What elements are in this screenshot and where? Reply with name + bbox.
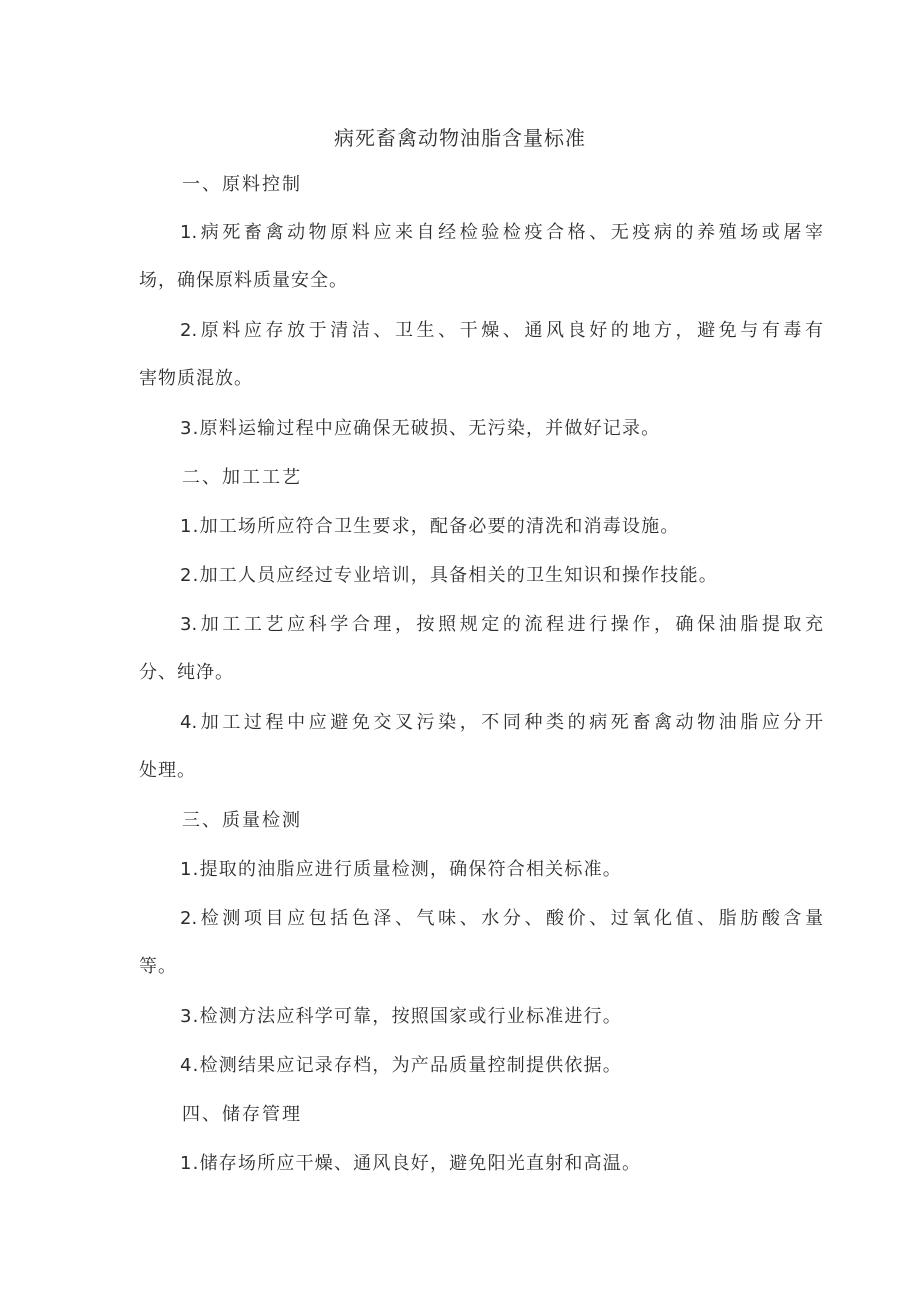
paragraph-line: 3.检测方法应科学可靠，按照国家或行业标准进行。	[180, 1006, 622, 1027]
paragraph-line: 分、纯净。	[139, 662, 234, 683]
paragraph-line: 2.检测项目应包括色泽、气味、水分、酸价、过氧化值、脂肪酸含量	[180, 908, 823, 929]
section-heading: 三、质量检测	[182, 810, 302, 831]
paragraph-line: 3.原料运输过程中应确保无破损、无污染，并做好记录。	[180, 418, 661, 439]
paragraph-line: 1.病死畜禽动物原料应来自经检验检疫合格、无疫病的养殖场或屠宰	[180, 222, 823, 243]
paragraph-line: 害物质混放。	[139, 368, 253, 389]
section-heading: 二、加工工艺	[182, 467, 302, 488]
paragraph-line: 1.加工场所应符合卫生要求，配备必要的清洗和消毒设施。	[180, 516, 680, 537]
section-heading: 一、原料控制	[182, 174, 302, 195]
paragraph-line: 3.加工工艺应科学合理，按照规定的流程进行操作，确保油脂提取充	[180, 614, 823, 635]
paragraph-line: 4.加工过程中应避免交叉污染，不同种类的病死畜禽动物油脂应分开	[180, 712, 823, 733]
paragraph-line: 2.原料应存放于清洁、卫生、干燥、通风良好的地方，避免与有毒有	[180, 320, 823, 341]
paragraph-line: 场，确保原料质量安全。	[139, 270, 348, 291]
paragraph-line: 处理。	[139, 760, 196, 781]
document-title: 病死畜禽动物油脂含量标准	[334, 126, 586, 150]
paragraph-line: 2.加工人员应经过专业培训，具备相关的卫生知识和操作技能。	[180, 565, 718, 586]
paragraph-line: 等。	[139, 956, 177, 977]
paragraph-line: 4.检测结果应记录存档，为产品质量控制提供依据。	[180, 1055, 622, 1076]
paragraph-line: 1.储存场所应干燥、通风良好，避免阳光直射和高温。	[180, 1153, 642, 1174]
paragraph-line: 1.提取的油脂应进行质量检测，确保符合相关标准。	[180, 859, 622, 880]
section-heading: 四、储存管理	[182, 1104, 302, 1125]
